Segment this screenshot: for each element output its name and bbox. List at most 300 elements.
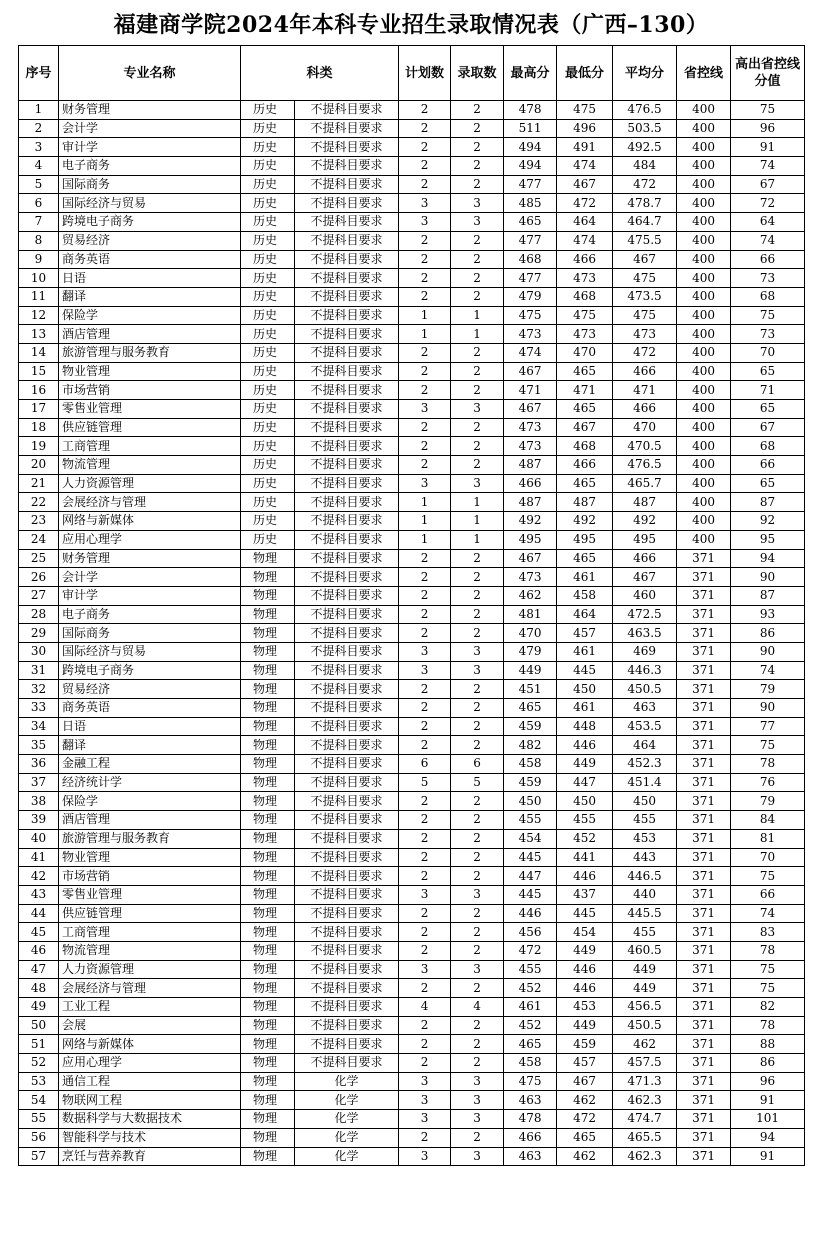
cell-admitted: 2 [451, 287, 504, 306]
cell-admitted: 2 [451, 904, 504, 923]
cell-min: 468 [557, 437, 613, 456]
table-row [19, 1091, 805, 1110]
cell-max: 455 [504, 811, 557, 830]
cell-admitted: 2 [451, 979, 504, 998]
cell-min: 441 [557, 848, 613, 867]
cell-control: 400 [677, 194, 731, 213]
cell-above: 68 [731, 437, 805, 456]
cell-max: 454 [504, 829, 557, 848]
cell-major: 数据科学与大数据技术 [59, 1110, 241, 1129]
cell-plan: 2 [399, 736, 451, 755]
cell-above: 91 [731, 1147, 805, 1166]
cell-admitted: 2 [451, 456, 504, 475]
cell-requirement: 不提科目要求 [295, 456, 399, 475]
cell-min: 491 [557, 138, 613, 157]
cell-admitted: 2 [451, 437, 504, 456]
cell-admitted: 2 [451, 157, 504, 176]
cell-subject: 物理 [241, 941, 295, 960]
cell-major: 物业管理 [59, 362, 241, 381]
cell-control: 400 [677, 157, 731, 176]
cell-above: 79 [731, 792, 805, 811]
col-header-no: 序号 [19, 46, 59, 101]
table-row [19, 287, 805, 306]
cell-min: 457 [557, 624, 613, 643]
cell-min: 472 [557, 1110, 613, 1129]
cell-avg: 464 [613, 736, 677, 755]
cell-avg: 466 [613, 400, 677, 419]
table-row [19, 343, 805, 362]
cell-no: 44 [19, 904, 59, 923]
cell-admitted: 2 [451, 811, 504, 830]
cell-admitted: 2 [451, 231, 504, 250]
table-row [19, 1147, 805, 1166]
table-row [19, 586, 805, 605]
cell-control: 371 [677, 1110, 731, 1129]
cell-plan: 2 [399, 717, 451, 736]
cell-avg: 472.5 [613, 605, 677, 624]
cell-plan: 2 [399, 343, 451, 362]
cell-max: 473 [504, 568, 557, 587]
cell-above: 64 [731, 213, 805, 232]
table-row [19, 717, 805, 736]
cell-subject: 物理 [241, 755, 295, 774]
cell-admitted: 2 [451, 418, 504, 437]
cell-admitted: 2 [451, 923, 504, 942]
cell-subject: 物理 [241, 1091, 295, 1110]
cell-max: 465 [504, 699, 557, 718]
table-row [19, 941, 805, 960]
table-row [19, 979, 805, 998]
cell-major: 保险学 [59, 792, 241, 811]
cell-avg: 445.5 [613, 904, 677, 923]
cell-control: 371 [677, 736, 731, 755]
cell-avg: 474.7 [613, 1110, 677, 1129]
cell-subject: 物理 [241, 642, 295, 661]
cell-major: 会展经济与管理 [59, 979, 241, 998]
cell-major: 人力资源管理 [59, 474, 241, 493]
cell-requirement: 不提科目要求 [295, 885, 399, 904]
cell-avg: 449 [613, 960, 677, 979]
table-row [19, 194, 805, 213]
header-row [19, 46, 805, 101]
cell-major: 应用心理学 [59, 1054, 241, 1073]
cell-requirement: 不提科目要求 [295, 512, 399, 531]
cell-min: 465 [557, 362, 613, 381]
cell-requirement: 不提科目要求 [295, 325, 399, 344]
cell-plan: 3 [399, 1091, 451, 1110]
table-row [19, 829, 805, 848]
cell-plan: 3 [399, 194, 451, 213]
cell-plan: 2 [399, 867, 451, 886]
cell-max: 447 [504, 867, 557, 886]
cell-no: 54 [19, 1091, 59, 1110]
cell-avg: 467 [613, 250, 677, 269]
cell-above: 94 [731, 549, 805, 568]
cell-max: 452 [504, 1016, 557, 1035]
cell-max: 462 [504, 586, 557, 605]
cell-no: 16 [19, 381, 59, 400]
cell-min: 448 [557, 717, 613, 736]
cell-avg: 465.7 [613, 474, 677, 493]
cell-max: 473 [504, 418, 557, 437]
cell-max: 485 [504, 194, 557, 213]
table-row [19, 381, 805, 400]
table-row [19, 269, 805, 288]
cell-above: 70 [731, 848, 805, 867]
cell-max: 452 [504, 979, 557, 998]
table-row [19, 680, 805, 699]
table-row [19, 1054, 805, 1073]
cell-no: 23 [19, 512, 59, 531]
cell-above: 84 [731, 811, 805, 830]
cell-min: 461 [557, 642, 613, 661]
cell-avg: 476.5 [613, 101, 677, 120]
table-row [19, 904, 805, 923]
cell-avg: 478.7 [613, 194, 677, 213]
cell-major: 商务英语 [59, 699, 241, 718]
cell-requirement: 不提科目要求 [295, 530, 399, 549]
col-header-plan: 计划数 [399, 46, 451, 101]
cell-min: 465 [557, 549, 613, 568]
cell-avg: 455 [613, 811, 677, 830]
cell-above: 74 [731, 231, 805, 250]
table-row [19, 792, 805, 811]
cell-above: 91 [731, 138, 805, 157]
cell-plan: 1 [399, 512, 451, 531]
cell-plan: 3 [399, 661, 451, 680]
cell-plan: 5 [399, 773, 451, 792]
cell-control: 400 [677, 418, 731, 437]
cell-above: 87 [731, 586, 805, 605]
cell-requirement: 不提科目要求 [295, 269, 399, 288]
cell-no: 27 [19, 586, 59, 605]
cell-max: 458 [504, 755, 557, 774]
cell-plan: 2 [399, 605, 451, 624]
cell-plan: 2 [399, 624, 451, 643]
cell-min: 467 [557, 175, 613, 194]
cell-max: 458 [504, 1054, 557, 1073]
cell-min: 467 [557, 418, 613, 437]
cell-above: 73 [731, 269, 805, 288]
cell-min: 475 [557, 101, 613, 120]
cell-above: 66 [731, 456, 805, 475]
cell-plan: 3 [399, 642, 451, 661]
cell-max: 494 [504, 157, 557, 176]
cell-control: 400 [677, 437, 731, 456]
cell-above: 75 [731, 867, 805, 886]
cell-subject: 物理 [241, 717, 295, 736]
cell-plan: 1 [399, 493, 451, 512]
cell-admitted: 2 [451, 867, 504, 886]
cell-plan: 2 [399, 231, 451, 250]
cell-above: 90 [731, 699, 805, 718]
cell-requirement: 不提科目要求 [295, 773, 399, 792]
cell-subject: 物理 [241, 979, 295, 998]
cell-subject: 物理 [241, 773, 295, 792]
table-row [19, 512, 805, 531]
cell-min: 472 [557, 194, 613, 213]
cell-requirement: 不提科目要求 [295, 792, 399, 811]
cell-major: 跨境电子商务 [59, 213, 241, 232]
cell-major: 零售业管理 [59, 885, 241, 904]
cell-no: 30 [19, 642, 59, 661]
cell-min: 465 [557, 400, 613, 419]
cell-max: 478 [504, 101, 557, 120]
cell-plan: 3 [399, 1110, 451, 1129]
cell-subject: 历史 [241, 157, 295, 176]
cell-avg: 466 [613, 549, 677, 568]
table-row [19, 437, 805, 456]
cell-avg: 495 [613, 530, 677, 549]
cell-requirement: 不提科目要求 [295, 213, 399, 232]
cell-max: 445 [504, 848, 557, 867]
cell-no: 29 [19, 624, 59, 643]
cell-requirement: 不提科目要求 [295, 848, 399, 867]
cell-max: 451 [504, 680, 557, 699]
cell-admitted: 3 [451, 642, 504, 661]
cell-min: 447 [557, 773, 613, 792]
cell-control: 400 [677, 101, 731, 120]
cell-subject: 物理 [241, 848, 295, 867]
table-row [19, 960, 805, 979]
cell-control: 400 [677, 287, 731, 306]
cell-major: 贸易经济 [59, 680, 241, 699]
cell-avg: 452.3 [613, 755, 677, 774]
cell-no: 17 [19, 400, 59, 419]
cell-admitted: 2 [451, 829, 504, 848]
cell-avg: 460.5 [613, 941, 677, 960]
cell-major: 物流管理 [59, 456, 241, 475]
cell-subject: 历史 [241, 456, 295, 475]
cell-min: 449 [557, 1016, 613, 1035]
cell-plan: 2 [399, 979, 451, 998]
cell-control: 371 [677, 829, 731, 848]
cell-subject: 历史 [241, 362, 295, 381]
cell-admitted: 3 [451, 960, 504, 979]
col-header-max: 最高分 [504, 46, 557, 101]
cell-control: 371 [677, 979, 731, 998]
cell-max: 472 [504, 941, 557, 960]
cell-no: 12 [19, 306, 59, 325]
cell-above: 77 [731, 717, 805, 736]
cell-admitted: 2 [451, 138, 504, 157]
cell-min: 457 [557, 1054, 613, 1073]
table-row [19, 157, 805, 176]
cell-no: 40 [19, 829, 59, 848]
cell-no: 53 [19, 1072, 59, 1091]
cell-no: 43 [19, 885, 59, 904]
cell-avg: 453.5 [613, 717, 677, 736]
cell-max: 466 [504, 474, 557, 493]
cell-admitted: 3 [451, 885, 504, 904]
cell-min: 459 [557, 1035, 613, 1054]
cell-avg: 450 [613, 792, 677, 811]
cell-max: 478 [504, 1110, 557, 1129]
cell-admitted: 2 [451, 1035, 504, 1054]
cell-no: 51 [19, 1035, 59, 1054]
cell-max: 463 [504, 1091, 557, 1110]
cell-major: 电子商务 [59, 605, 241, 624]
cell-subject: 物理 [241, 829, 295, 848]
cell-plan: 2 [399, 138, 451, 157]
cell-min: 496 [557, 119, 613, 138]
cell-min: 446 [557, 979, 613, 998]
cell-avg: 467 [613, 568, 677, 587]
cell-no: 8 [19, 231, 59, 250]
cell-subject: 物理 [241, 998, 295, 1017]
cell-major: 市场营销 [59, 867, 241, 886]
col-header-admitted: 录取数 [451, 46, 504, 101]
table-row [19, 642, 805, 661]
cell-avg: 492 [613, 512, 677, 531]
cell-requirement: 不提科目要求 [295, 362, 399, 381]
cell-max: 474 [504, 343, 557, 362]
cell-above: 81 [731, 829, 805, 848]
cell-requirement: 不提科目要求 [295, 811, 399, 830]
cell-requirement: 化学 [295, 1147, 399, 1166]
cell-requirement: 不提科目要求 [295, 287, 399, 306]
cell-above: 90 [731, 642, 805, 661]
cell-avg: 457.5 [613, 1054, 677, 1073]
cell-above: 71 [731, 381, 805, 400]
cell-admitted: 1 [451, 512, 504, 531]
cell-no: 21 [19, 474, 59, 493]
cell-subject: 物理 [241, 904, 295, 923]
table-row [19, 213, 805, 232]
cell-plan: 3 [399, 213, 451, 232]
cell-major: 国际经济与贸易 [59, 642, 241, 661]
cell-plan: 4 [399, 998, 451, 1017]
cell-avg: 443 [613, 848, 677, 867]
cell-plan: 2 [399, 848, 451, 867]
cell-plan: 2 [399, 287, 451, 306]
cell-plan: 3 [399, 1072, 451, 1091]
cell-plan: 1 [399, 306, 451, 325]
cell-subject: 历史 [241, 343, 295, 362]
cell-plan: 2 [399, 1128, 451, 1147]
cell-requirement: 不提科目要求 [295, 549, 399, 568]
cell-control: 400 [677, 175, 731, 194]
cell-requirement: 不提科目要求 [295, 400, 399, 419]
cell-max: 467 [504, 400, 557, 419]
cell-no: 49 [19, 998, 59, 1017]
cell-above: 67 [731, 175, 805, 194]
cell-control: 371 [677, 1035, 731, 1054]
cell-admitted: 2 [451, 792, 504, 811]
cell-subject: 物理 [241, 1072, 295, 1091]
cell-max: 475 [504, 306, 557, 325]
cell-plan: 2 [399, 101, 451, 120]
cell-subject: 历史 [241, 138, 295, 157]
cell-max: 482 [504, 736, 557, 755]
cell-avg: 473.5 [613, 287, 677, 306]
cell-above: 94 [731, 1128, 805, 1147]
cell-avg: 484 [613, 157, 677, 176]
cell-above: 74 [731, 904, 805, 923]
cell-min: 467 [557, 1072, 613, 1091]
col-header-control: 省控线 [677, 46, 731, 101]
cell-control: 400 [677, 269, 731, 288]
table-row [19, 773, 805, 792]
cell-no: 28 [19, 605, 59, 624]
cell-requirement: 不提科目要求 [295, 250, 399, 269]
cell-admitted: 2 [451, 1016, 504, 1035]
cell-max: 459 [504, 717, 557, 736]
cell-control: 400 [677, 306, 731, 325]
cell-major: 网络与新媒体 [59, 1035, 241, 1054]
cell-requirement: 不提科目要求 [295, 960, 399, 979]
cell-no: 24 [19, 530, 59, 549]
cell-control: 371 [677, 848, 731, 867]
cell-control: 371 [677, 792, 731, 811]
cell-major: 工商管理 [59, 923, 241, 942]
cell-avg: 451.4 [613, 773, 677, 792]
cell-major: 酒店管理 [59, 811, 241, 830]
cell-control: 371 [677, 699, 731, 718]
cell-subject: 历史 [241, 194, 295, 213]
cell-subject: 物理 [241, 960, 295, 979]
col-header-avg: 平均分 [613, 46, 677, 101]
cell-requirement: 不提科目要求 [295, 381, 399, 400]
cell-admitted: 2 [451, 605, 504, 624]
cell-avg: 440 [613, 885, 677, 904]
cell-avg: 473 [613, 325, 677, 344]
cell-subject: 物理 [241, 586, 295, 605]
cell-max: 481 [504, 605, 557, 624]
cell-above: 78 [731, 755, 805, 774]
cell-max: 487 [504, 456, 557, 475]
cell-min: 445 [557, 904, 613, 923]
cell-no: 1 [19, 101, 59, 120]
table-row [19, 306, 805, 325]
cell-above: 75 [731, 306, 805, 325]
cell-major: 通信工程 [59, 1072, 241, 1091]
cell-admitted: 2 [451, 568, 504, 587]
cell-control: 371 [677, 755, 731, 774]
cell-requirement: 不提科目要求 [295, 1016, 399, 1035]
cell-avg: 475 [613, 306, 677, 325]
cell-control: 371 [677, 568, 731, 587]
cell-plan: 3 [399, 1147, 451, 1166]
cell-major: 会展经济与管理 [59, 493, 241, 512]
cell-avg: 450.5 [613, 1016, 677, 1035]
cell-control: 371 [677, 549, 731, 568]
cell-above: 66 [731, 250, 805, 269]
table-row [19, 474, 805, 493]
table-row [19, 175, 805, 194]
cell-above: 65 [731, 400, 805, 419]
cell-max: 471 [504, 381, 557, 400]
cell-above: 66 [731, 885, 805, 904]
cell-avg: 462.3 [613, 1147, 677, 1166]
cell-subject: 历史 [241, 437, 295, 456]
cell-max: 449 [504, 661, 557, 680]
cell-avg: 469 [613, 642, 677, 661]
col-header-subject-type: 科类 [241, 46, 399, 101]
cell-min: 473 [557, 325, 613, 344]
cell-control: 371 [677, 1147, 731, 1166]
cell-avg: 466 [613, 362, 677, 381]
cell-subject: 历史 [241, 213, 295, 232]
cell-above: 86 [731, 624, 805, 643]
cell-avg: 460 [613, 586, 677, 605]
cell-max: 477 [504, 231, 557, 250]
cell-major: 翻译 [59, 736, 241, 755]
cell-subject: 历史 [241, 101, 295, 120]
cell-no: 18 [19, 418, 59, 437]
cell-subject: 历史 [241, 325, 295, 344]
cell-subject: 历史 [241, 231, 295, 250]
